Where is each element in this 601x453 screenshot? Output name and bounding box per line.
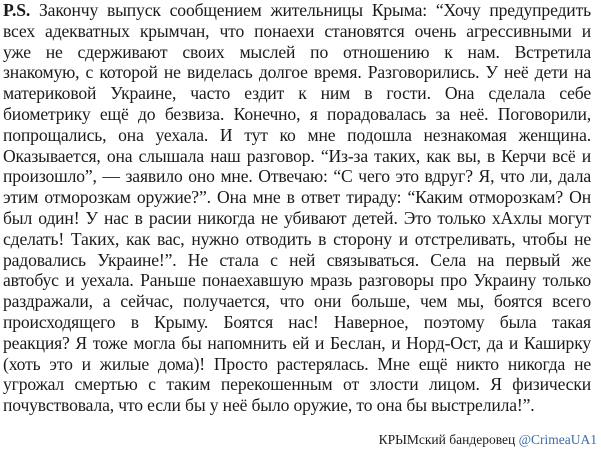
post-line: раздражали, а сейчас, получается, что они больше, чем мы, боятся всего: [3, 291, 591, 312]
post-line: угрожал смертью с таким перекошенным от злости лицом. Я физически: [3, 374, 591, 395]
post-line: знакомую, с которой не виделась долгое время. Разговорились. У неё дети на: [3, 62, 591, 83]
post-line: происходящего в Крыму. Боятся нас! Наверное, поэтому была такая: [3, 311, 591, 332]
post-line: реакция? Я тоже могла бы напомнить ей и Беслан, и Норд-Ост, да и Каширку: [3, 332, 591, 353]
post-line: попрощались, она уехала. И тут ко мне подошла незнакомая женщина.: [3, 124, 591, 145]
signature-author: КРЫМский бандеровец: [378, 432, 519, 447]
post-line: материковой Украине, часто ездит к ним в гости. Она сделала себе: [3, 83, 591, 104]
post-line-last: почувствовала, что если бы у неё было оружие, то она бы выстрелила!”.: [3, 395, 535, 416]
post-line: был один! У нас в расии никогда не убивают детей. Это только хАхлы могут: [3, 207, 591, 228]
post-line: всех адекватных крымчан, что понаехи становятся очень агрессивными и: [3, 20, 591, 41]
post-line: биометрику ещё до безвиза. Конечно, я порадовалась за неё. Поговорили,: [3, 103, 591, 124]
signature: [379, 432, 597, 448]
post-line: (хоть это и жилые дома)! Просто растерялась. Мне ещё никто никогда не: [3, 353, 591, 374]
post-line-1-text: Закончу выпуск сообщением жительницы Крыма: “Хочу предупредить: [30, 0, 591, 20]
post-line: этим отморозкам оружие?”. Она мне в ответ тираду: “Каким отморозкам? Он: [3, 187, 591, 208]
post-line: автобус и уехала. Раньше понаехавшую мразь разговоры про Украину только: [3, 270, 591, 291]
ps-label: P.S.: [3, 0, 31, 20]
post-line: Оказывается, она слышала наш разговор. “Из-за таких, как вы, в Керчи всё и: [3, 145, 591, 166]
post-line: сделать! Таких, как вас, нужно отводить в сторону и отстреливать, чтобы не: [3, 228, 591, 249]
signature-handle[interactable]: @CrimeaUA1: [518, 432, 597, 447]
post-body: [3, 0, 601, 416]
post-line: уже не сдерживают своих мыслей по отношению к нам. Встретила: [3, 41, 591, 62]
post-line-1: [3, 0, 591, 21]
post-line: произошло”, — заявило оно мне. Отвечаю: “С чего это вдруг? Я, что ли, дала: [3, 166, 591, 187]
post-line: радовались Украине!”. Не стала с ней связываться. Села на первый же: [3, 249, 591, 270]
